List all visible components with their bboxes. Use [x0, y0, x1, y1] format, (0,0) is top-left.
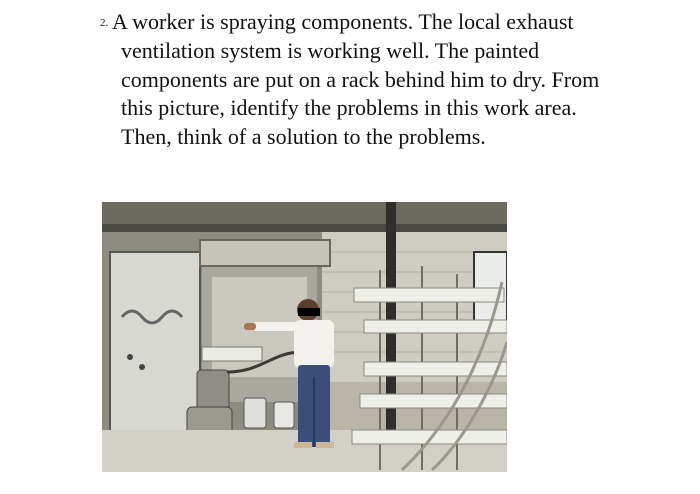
question-text: A worker is spraying components. The local exhaust ventilation system is working well. The painted components are put on a rack behind him to dry. From this picture, identify the problems in this work area. Then, think of a solution to the problems. — [112, 9, 600, 150]
spray-booth-worker-photo — [102, 202, 507, 472]
question-number: 2. — [100, 17, 109, 29]
question-block — [100, 8, 620, 152]
